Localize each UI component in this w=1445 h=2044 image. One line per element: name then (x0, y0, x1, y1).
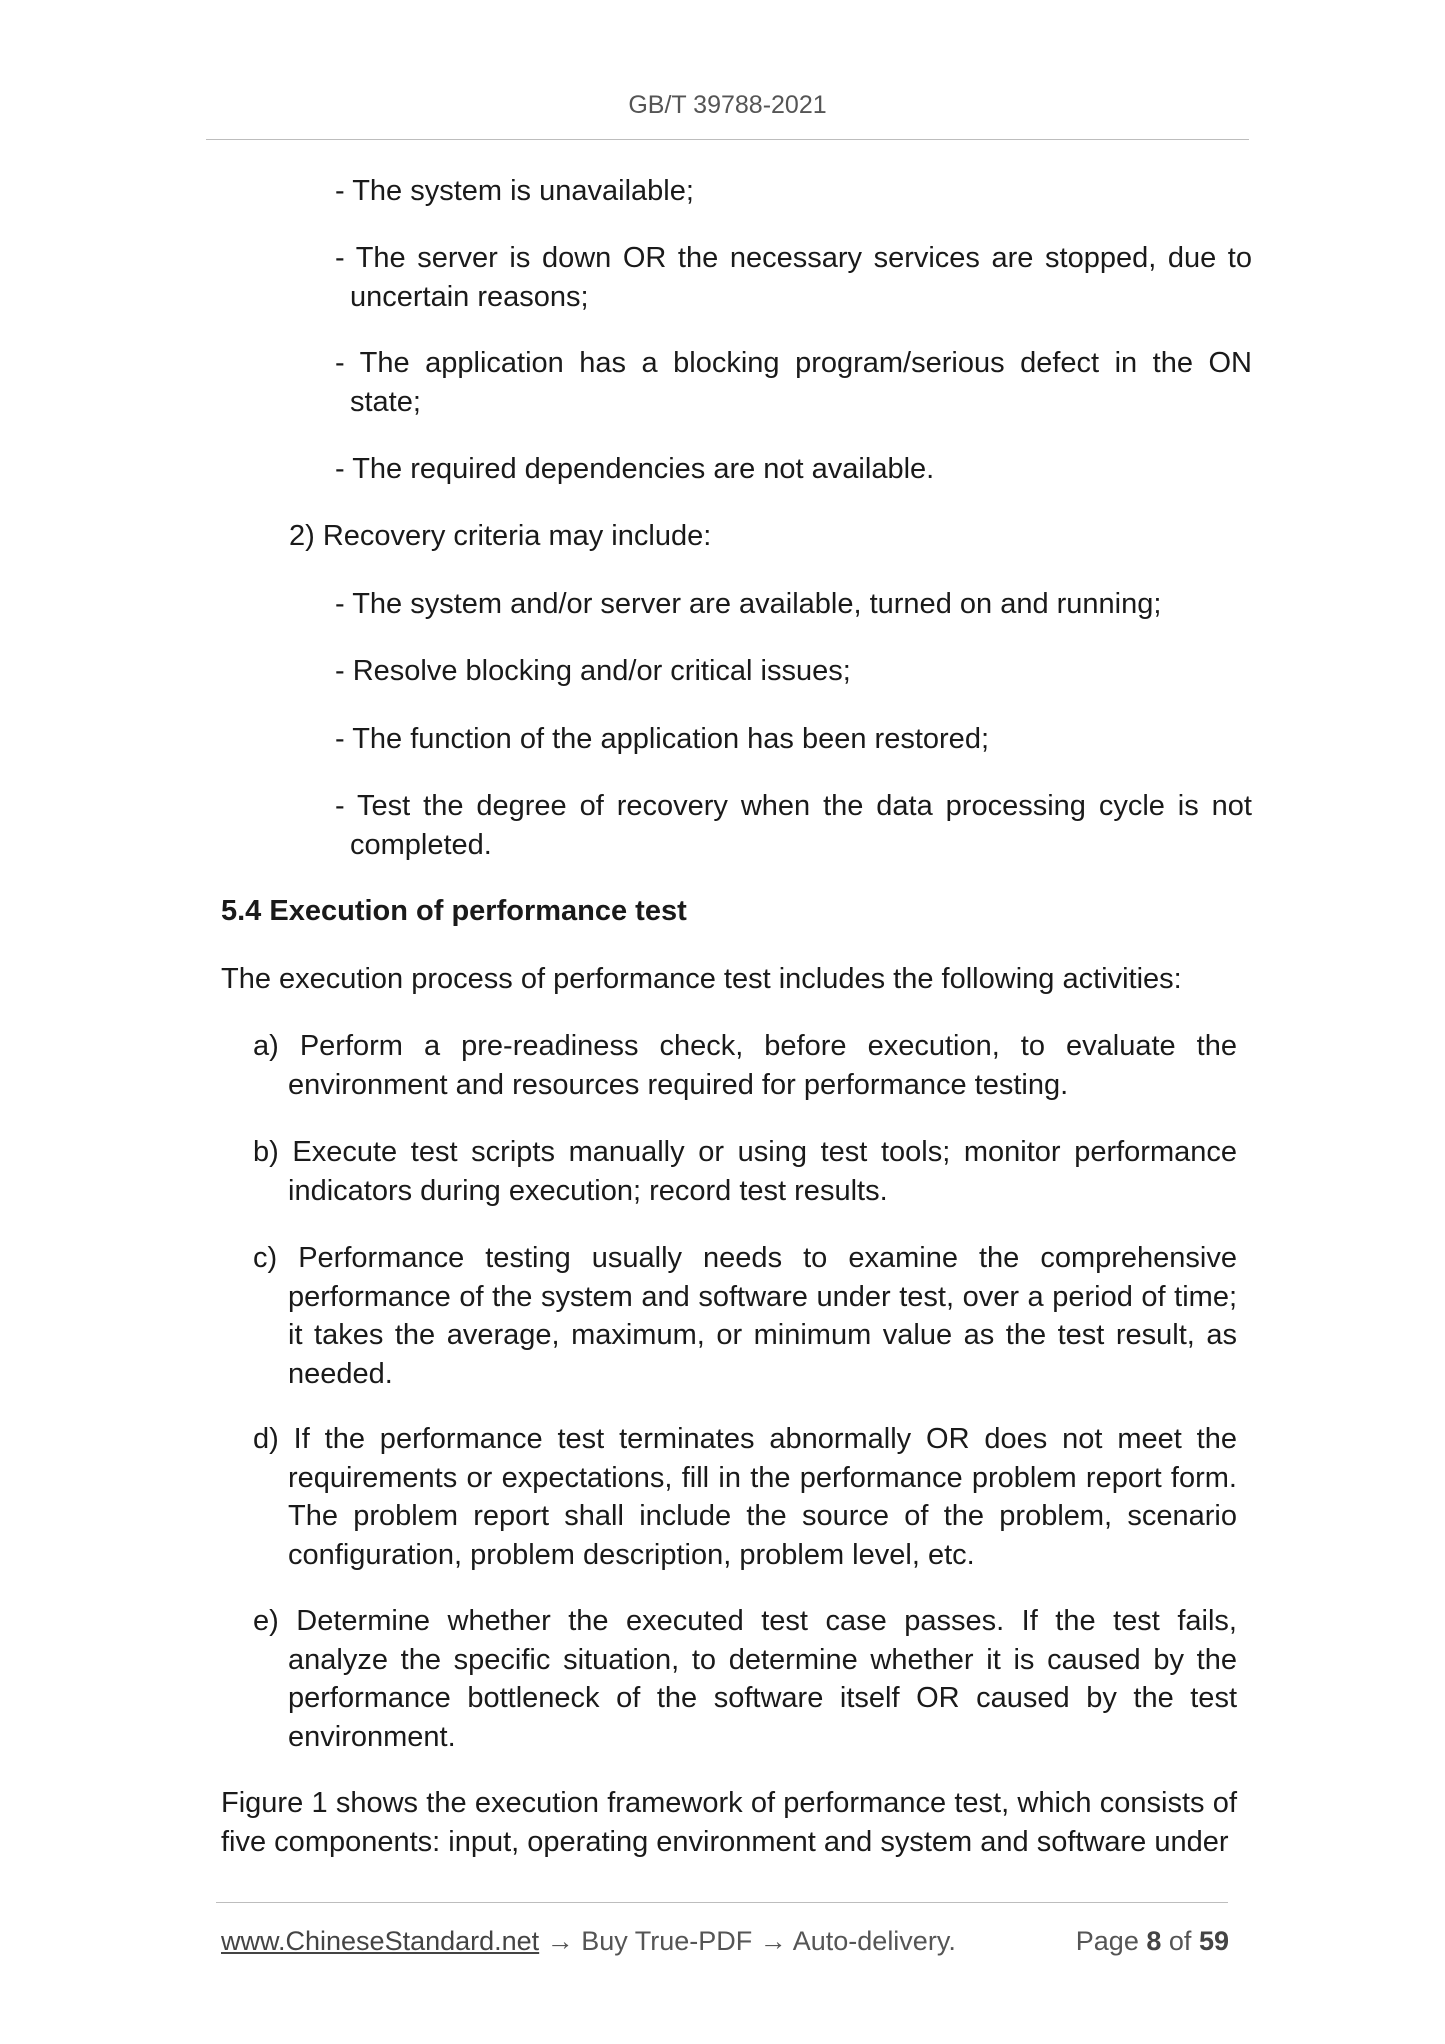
standard-code: GB/T 39788-2021 (628, 91, 827, 119)
page-number: 8 (1146, 1926, 1162, 1956)
page-footer (221, 1921, 1229, 1961)
section-intro: The execution process of performance test includes the following activities: (221, 963, 1182, 995)
page-total: 59 (1198, 1926, 1229, 1956)
figure-paragraph: Figure 1 shows the execution framework of performance test, which consists of five components: input, operating environment and system and software under (221, 1787, 1237, 1858)
activity-item: c) Performance testing usually needs to examine the comprehensive performance of the system and software under test, over a period of time; it takes the average, maximum, or minimum value as the test result, as needed. (253, 1242, 1237, 1390)
list-item: - The application has a blocking program/serious defect in the ON state; (335, 347, 1252, 418)
activity-item: d) If the performance test terminates abnormally OR does not meet the requirements or expectations, fill in the performance problem report form. The problem report shall include the source of the problem, scenario configuration, problem description, problem level, etc. (253, 1423, 1237, 1571)
list-item: - The function of the application has been restored; (335, 723, 990, 755)
list-item: - The system and/or server are available, turned on and running; (335, 588, 1162, 620)
list-item: - The required dependencies are not available. (335, 453, 935, 485)
page-indicator: Page 8 of 59 (1075, 1926, 1229, 1956)
list-item: - The system is unavailable; (335, 175, 694, 207)
website-link[interactable]: www.ChineseStandard.net (221, 1926, 540, 1956)
activity-item: a) Perform a pre-readiness check, before execution, to evaluate the environment and resources required for performance testing. (253, 1030, 1237, 1101)
page-header (206, 88, 1249, 140)
footer-divider (216, 1902, 1228, 1903)
activity-item: b) Execute test scripts manually or using test tools; monitor performance indicators during execution; record test results. (253, 1136, 1237, 1207)
activity-item: e) Determine whether the executed test case passes. If the test fails, analyze the specific situation, to determine whether it is caused by the performance bottleneck of the software itself OR caused by the test environment. (253, 1605, 1237, 1753)
section-heading: 5.4 Execution of performance test (221, 895, 687, 927)
list-item: - Resolve blocking and/or critical issues; (335, 655, 851, 687)
list-item: - Test the degree of recovery when the data processing cycle is not completed. (335, 790, 1252, 861)
list-item: - The server is down OR the necessary services are stopped, due to uncertain reasons; (335, 242, 1252, 313)
footer-tagline: → Buy True-PDF → Auto-delivery. (539, 1926, 956, 1956)
recovery-criteria-intro: 2) Recovery criteria may include: (289, 520, 712, 552)
